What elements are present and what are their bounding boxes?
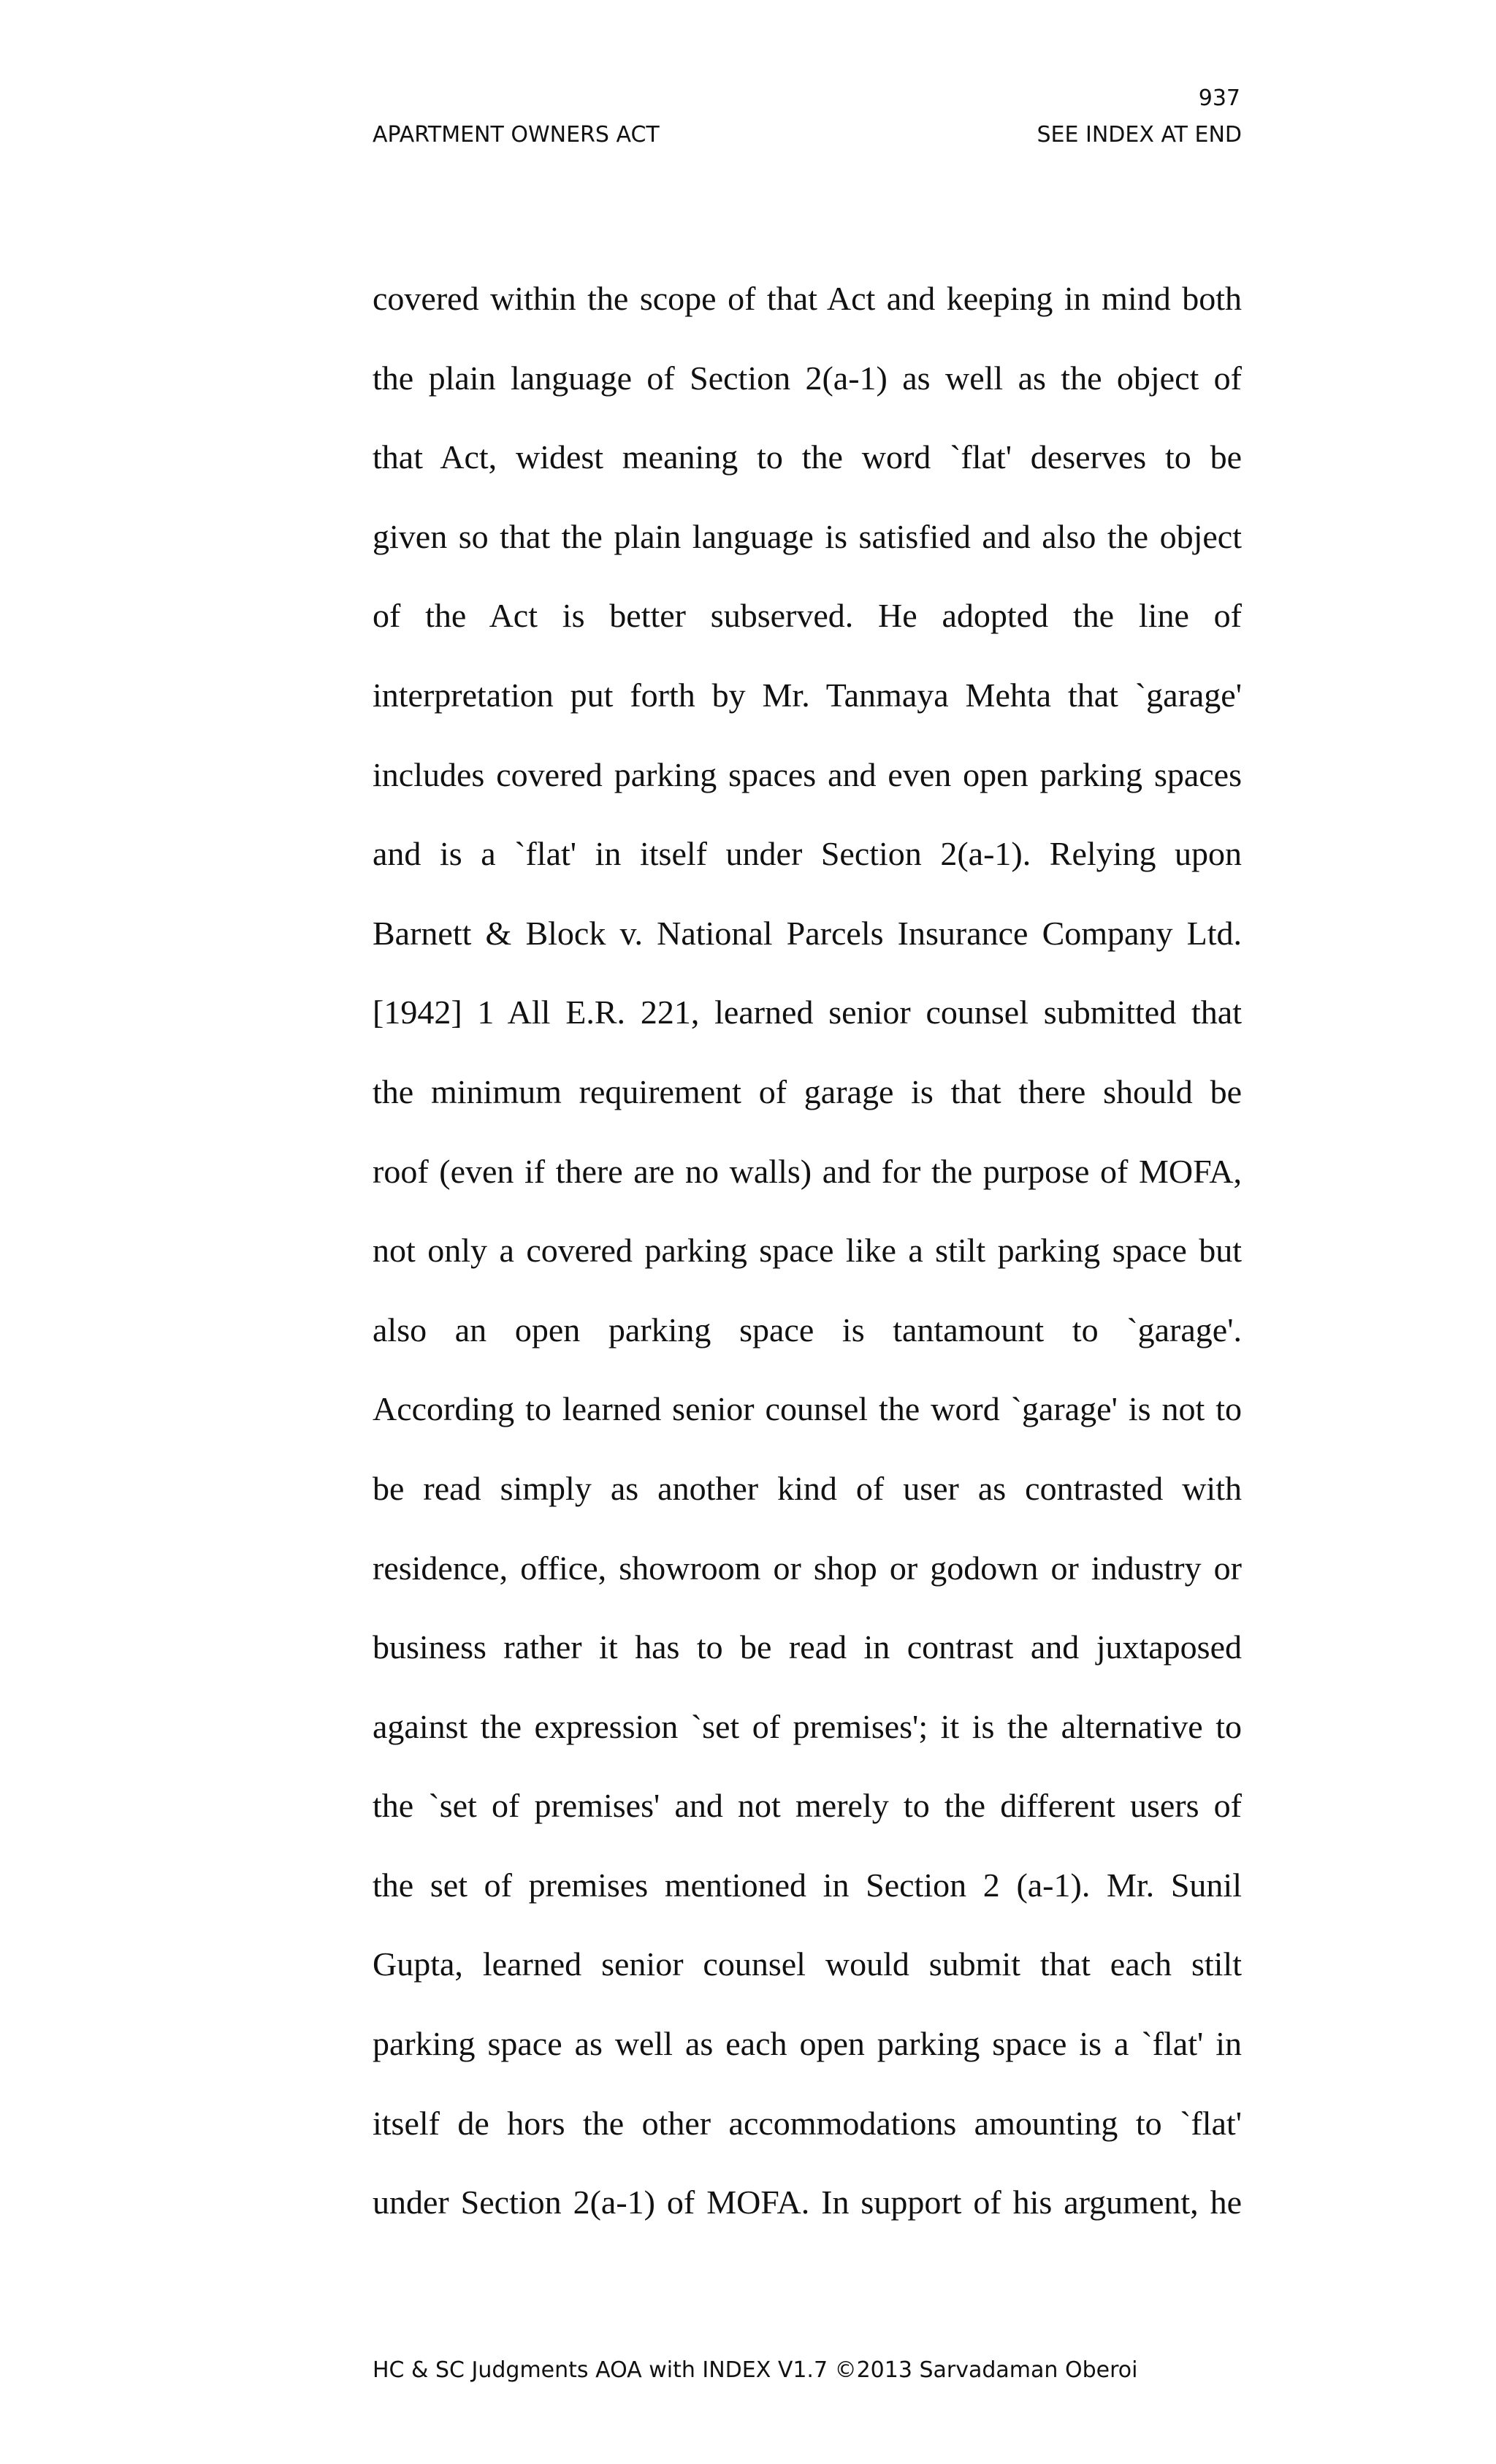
text-line: itself de hors the other accommodations amounting to `flat' xyxy=(373,2104,1242,2142)
text-line: the plain language of Section 2(a-1) as well as the object of xyxy=(373,359,1242,397)
text-line: that Act, widest meaning to the word `flat' deserves to be xyxy=(373,438,1242,476)
text-line: and is a `flat' in itself under Section 2(a-1). Relying upon xyxy=(373,835,1242,873)
text-line: According to learned senior counsel the word `garage' is not to xyxy=(373,1390,1242,1428)
text-line: given so that the plain language is satisfied and also the object xyxy=(373,517,1242,555)
text-line: Barnett & Block v. National Parcels Insurance Company Ltd. xyxy=(373,914,1242,952)
page-number: 937 xyxy=(1198,85,1240,111)
text-line: under Section 2(a-1) of MOFA. In support of his argument, he xyxy=(373,2183,1242,2221)
header-left-title: APARTMENT OWNERS ACT xyxy=(373,122,660,148)
judgment-paragraph xyxy=(373,259,1242,2243)
text-line: includes covered parking spaces and even open parking spaces xyxy=(373,755,1242,793)
text-line: residence, office, showroom or shop or godown or industry or xyxy=(373,1549,1242,1587)
text-line: not only a covered parking space like a stilt parking space but xyxy=(373,1232,1242,1270)
text-line: Gupta, learned senior counsel would submit that each stilt xyxy=(373,1945,1242,1983)
text-line: business rather it has to be read in contrast and juxtaposed xyxy=(373,1628,1242,1666)
header-right-title: SEE INDEX AT END xyxy=(1037,122,1242,148)
text-line: [1942] 1 All E.R. 221, learned senior counsel submitted that xyxy=(373,993,1242,1031)
text-line: the minimum requirement of garage is that there should be xyxy=(373,1072,1242,1110)
text-line: parking space as well as each open parking space is a `flat' in xyxy=(373,2025,1242,2063)
text-line: be read simply as another kind of user as contrasted with xyxy=(373,1469,1242,1507)
text-line: interpretation put forth by Mr. Tanmaya Mehta that `garage' xyxy=(373,676,1242,714)
text-line: roof (even if there are no walls) and for the purpose of MOFA, xyxy=(373,1152,1242,1190)
text-line: of the Act is better subserved. He adopted the line of xyxy=(373,597,1242,635)
text-line: against the expression `set of premises'; it is the alternative to xyxy=(373,1707,1242,1745)
text-line: the `set of premises' and not merely to the different users of xyxy=(373,1787,1242,1825)
page-footer: HC & SC Judgments AOA with INDEX V1.7 ©2013 Sarvadaman Oberoi xyxy=(373,2357,1138,2383)
text-line: covered within the scope of that Act and keeping in mind both xyxy=(373,280,1242,317)
text-line: the set of premises mentioned in Section 2 (a-1). Mr. Sunil xyxy=(373,1866,1242,1904)
running-header xyxy=(373,124,1242,146)
text-line: also an open parking space is tantamount to `garage'. xyxy=(373,1311,1242,1349)
